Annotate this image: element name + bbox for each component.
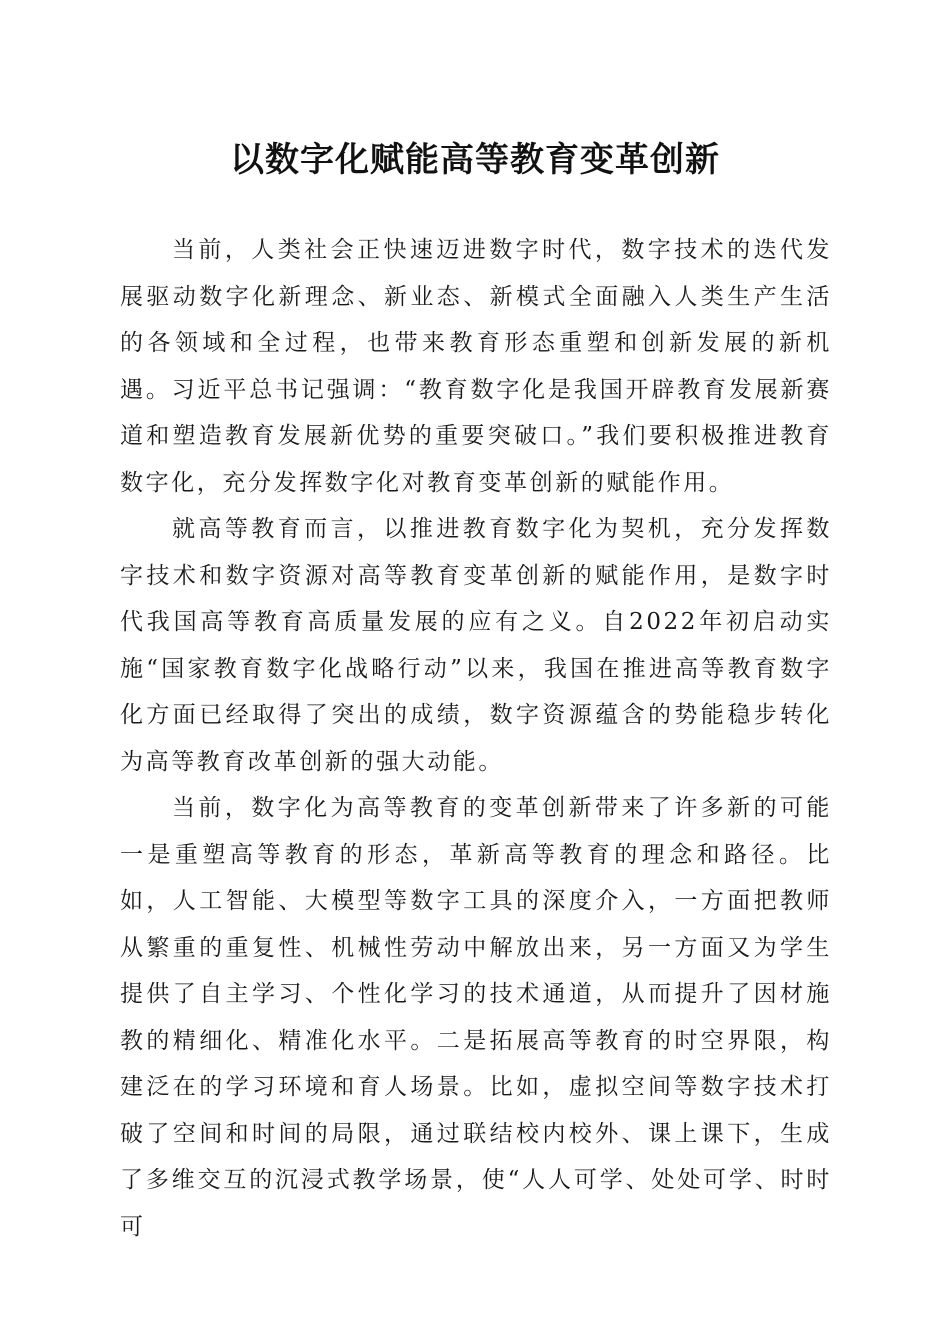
paragraph-3: 当前，数字化为高等教育的变革创新带来了许多新的可能一是重塑高等教育的形态，革新高等教育的理念和路径。比如，人工智能、大模型等数字工具的深度介入，一方面把教师从繁重的重复性、机械性劳动中解放出来，另一方面又为学生提供了自主学习、个性化学习的技术通道，从而提升了因材施教的精细化、精准化水平。二是拓展高等教育的时空界限，构建泛在的学习环境和育人场景。比如，虚拟空间等数字技术打破了空间和时间的局限，通过联结校内校外、课上课下，生成了多维交互的沉浸式教学场景，使“人人可学、处处可学、时时可 — [120, 795, 832, 1240]
document-title: 以数字化赋能高等教育变革创新 — [230, 140, 720, 180]
document-body — [120, 227, 832, 1250]
paragraph-1: 当前，人类社会正快速迈进数字时代，数字技术的迭代发展驱动数字化新理念、新业态、新模式全面融入人类生产生活的各领域和全过程，也带来教育形态重塑和创新发展的新机遇。习近平总书记强调：“教育数字化是我国开辟教育发展新赛道和塑造教育发展新优势的重要突破口。”我们要积极推进教育数字化，充分发挥数字化对教育变革创新的赋能作用。 — [120, 237, 832, 496]
paragraph-2: 就高等教育而言，以推进教育数字化为契机，充分发挥数字技术和数字资源对高等教育变革创新的赋能作用，是数字时代我国高等教育高质量发展的应有之义。自2022年初启动实施“国家教育数字化战略行动”以来，我国在推进高等教育数字化方面已经取得了突出的成绩，数字资源蕴含的势能稳步转化为高等教育改革创新的强大动能。 — [120, 516, 832, 775]
